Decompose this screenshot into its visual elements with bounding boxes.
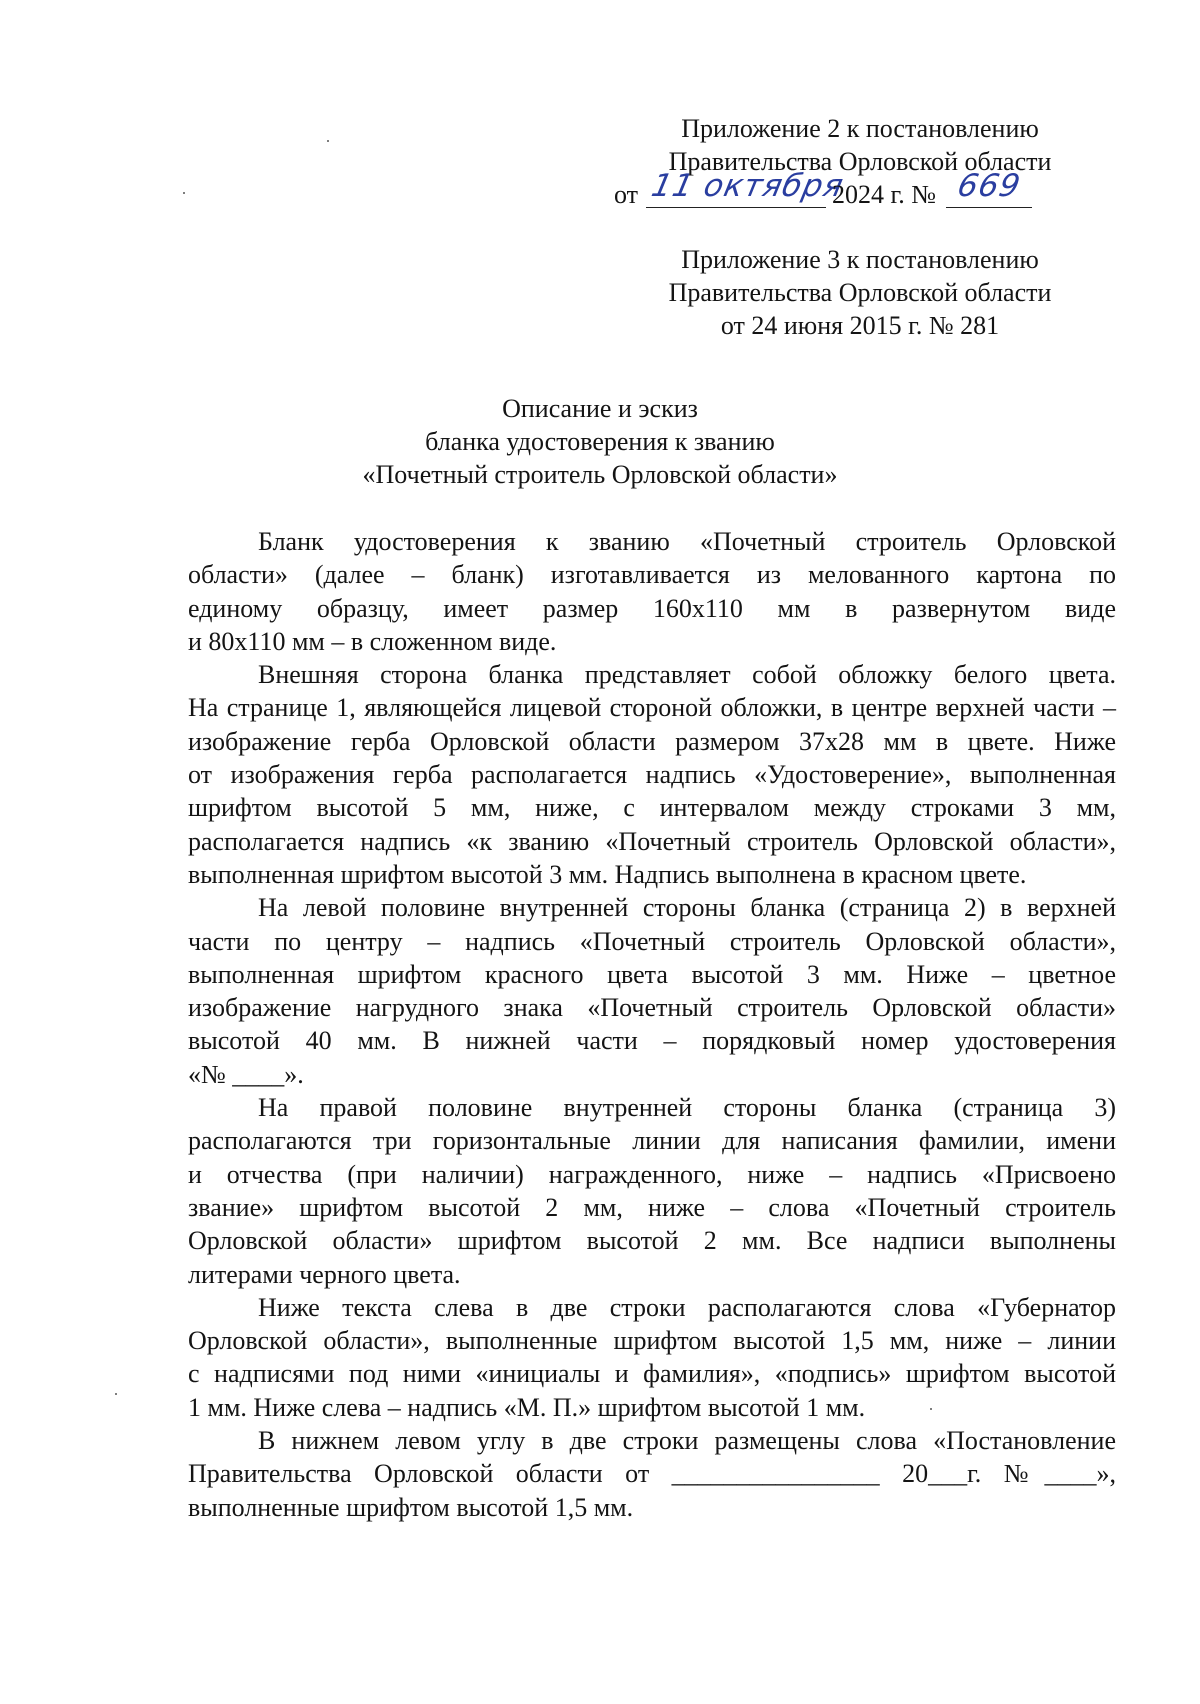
text-line: На левой половине внутренней стороны бланка (страница 2) в верхней xyxy=(258,893,1116,923)
appendix-3-line3: от 24 июня 2015 г. № 281 xyxy=(720,311,1000,340)
paragraph-2 xyxy=(188,658,1116,891)
scan-speck xyxy=(115,1393,117,1395)
text-line: Внешняя сторона бланка представляет собой обложку белого цвета. xyxy=(258,660,1116,690)
text-line: части по центру – надпись «Почетный строитель Орловской области», xyxy=(188,926,1116,956)
paragraph-4 xyxy=(188,1091,1116,1291)
text-line: Бланк удостоверения к званию «Почетный строитель Орловской xyxy=(258,527,1116,556)
appendix-2-date-row xyxy=(600,168,1120,211)
appendix-2-year: 2024 г. № xyxy=(832,180,937,209)
appendix-3-line2: Правительства Орловской области xyxy=(668,278,1052,307)
paragraph-6 xyxy=(188,1424,1116,1524)
text-line: области» (далее – бланк) изготавливается из мелованного картона по xyxy=(188,560,1116,590)
text-line: и отчества (при наличии) награжденного, ниже – надпись «Присвоено xyxy=(188,1159,1116,1189)
document-title xyxy=(190,392,1010,491)
paragraph-1 xyxy=(188,525,1116,658)
text-line: высотой 40 мм. В нижней части – порядковый номер удостоверения xyxy=(188,1026,1116,1056)
scan-speck xyxy=(930,1408,932,1410)
text-line: Ниже текста слева в две строки располагаются слова «Губернатор xyxy=(258,1292,1116,1322)
handwritten-number: 669 xyxy=(954,168,1025,204)
title-line2: бланка удостоверения к званию xyxy=(425,427,775,456)
appendix-3-line1: Приложение 3 к постановлению xyxy=(681,245,1039,274)
handwritten-date: 11 октября xyxy=(648,168,848,204)
text-line: располагаются три горизонтальные линии для написания фамилии, имени xyxy=(188,1126,1116,1156)
text-line: литерами черного цвета. xyxy=(188,1259,461,1289)
scan-speck xyxy=(183,192,185,194)
text-line: выполненная шрифтом высотой 3 мм. Надпись выполнена в красном цвете. xyxy=(188,859,1027,889)
text-line: В нижнем левом углу в две строки размещены слова «Постановление xyxy=(258,1426,1116,1456)
text-line: «№ ____». xyxy=(188,1059,304,1089)
text-line: На правой половине внутренней стороны бланка (страница 3) xyxy=(258,1093,1116,1123)
text-line: от изображения герба располагается надпись «Удостоверение», выполненная xyxy=(188,760,1116,790)
text-line: единому образцу, имеет размер 160x110 мм в развернутом виде xyxy=(188,593,1116,623)
appendix-3-header xyxy=(600,243,1120,342)
text-line: и 80x110 мм – в сложенном виде. xyxy=(188,626,557,656)
text-line: с надписями под ними «инициалы и фамилия», «подпись» шрифтом высотой xyxy=(188,1359,1116,1389)
text-line: шрифтом высотой 5 мм, ниже, с интервалом между строками 3 мм, xyxy=(188,793,1116,823)
scan-speck xyxy=(327,140,329,142)
title-line1: Описание и эскиз xyxy=(502,394,698,423)
text-line: звание» шрифтом высотой 2 мм, ниже – слова «Почетный строитель xyxy=(188,1192,1116,1222)
text-line: Орловской области» шрифтом высотой 2 мм. Все надписи выполнены xyxy=(188,1226,1116,1256)
appendix-2-line2: Правительства Орловской области xyxy=(668,147,1052,176)
text-line: располагается надпись «к званию «Почетный строитель Орловской области», xyxy=(188,826,1116,856)
text-line: изображение герба Орловской области размером 37x28 мм в цвете. Ниже xyxy=(188,726,1116,756)
appendix-2-header xyxy=(600,112,1120,211)
text-line: выполненные шрифтом высотой 1,5 мм. xyxy=(188,1492,634,1522)
appendix-2-line1: Приложение 2 к постановлению xyxy=(681,114,1039,143)
text-line: Орловской области», выполненные шрифтом высотой 1,5 мм, ниже – линии xyxy=(188,1326,1116,1356)
text-line: На странице 1, являющейся лицевой стороной обложки, в центре верхней части – xyxy=(188,693,1116,723)
text-line: изображение нагрудного знака «Почетный строитель Орловской области» xyxy=(188,993,1116,1023)
text-line: выполненная шрифтом красного цвета высотой 3 мм. Ниже – цветное xyxy=(188,959,1116,989)
document-body xyxy=(188,525,1116,1524)
appendix-2-prefix: от xyxy=(614,180,639,209)
title-line3: «Почетный строитель Орловской области» xyxy=(362,460,838,489)
text-line: 1 мм. Ниже слева – надпись «М. П.» шрифтом высотой 1 мм. xyxy=(188,1392,866,1422)
paragraph-5 xyxy=(188,1291,1116,1424)
paragraph-3 xyxy=(188,891,1116,1091)
text-line: Правительства Орловской области от ________________ 20___г. №____», xyxy=(188,1459,1116,1489)
